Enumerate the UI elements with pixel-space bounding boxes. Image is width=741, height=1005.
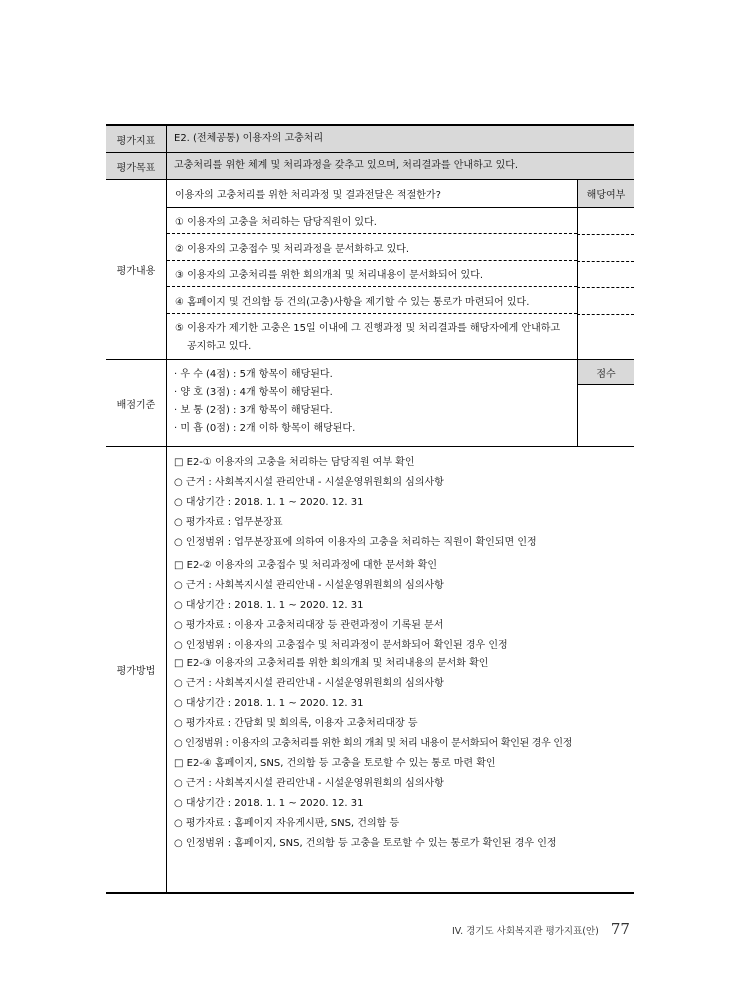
score-header: 점수	[577, 360, 634, 385]
content-item: ② 이용자의 고충접수 및 처리과정을 문서화하고 있다.	[167, 234, 577, 261]
scoring-row	[106, 360, 634, 447]
method-row	[106, 447, 634, 892]
content-question	[167, 180, 634, 208]
goal-label: 평가목표	[106, 153, 167, 179]
method-section-2: □ E2-② 이용자의 고충접수 및 처리과정에 대한 문서화 확인 ○ 근거 : 사회복지시설 관리안내 - 시설운영위원회의 심의사항 ○ 대상기간 : 2018. 1. 1 ~ 2020. 12. 31 ○ 평가자료 : 이용자 고충처리대장 등 관련과정이 기록된 문서 ○ 인정범위 : 이용자의 고충접수 및 처리과정이 문서화되어 확인된 경우 인정	[174, 560, 508, 651]
content-label: 평가내용	[106, 180, 167, 359]
content-question-text: 이용자의 고충처리를 위한 처리과정 및 결과전달은 적절한가?	[175, 190, 441, 201]
page-footer	[452, 920, 630, 938]
page-number: 77	[610, 920, 630, 938]
footer-text: IV. 경기도 사회복지관 평가지표(안)	[452, 926, 599, 937]
goal-value: 고충처리를 위한 체계 및 처리과정을 갖추고 있으며, 처리결과를 안내하고 있다.	[174, 160, 519, 171]
applicable-header: 해당여부	[577, 180, 634, 208]
evaluation-table	[106, 124, 634, 894]
method-label: 평가방법	[106, 447, 167, 892]
content-item: ④ 홈페이지 및 건의함 등 건의(고충)사항을 제기할 수 있는 통로가 마련되어 있다.	[167, 287, 577, 314]
indicator-row	[106, 126, 634, 153]
method-section-4: □ E2-④ 홈페이지, SNS, 건의함 등 고충을 토로할 수 있는 통로 마련 확인 ○ 근거 : 사회복지시설 관리안내 - 시설운영위원회의 심의사항 ○ 대상기간 : 2018. 1. 1 ~ 2020. 12. 31 ○ 평가자료 : 홈페이지 자유게시판, SNS, 건의함 등 ○ 인정범위 : 홈페이지, SNS, 건의함 등 고충을 토로할 수 있는 통로가 확인된 경우 인정	[174, 758, 557, 849]
goal-row	[106, 153, 634, 180]
method-section-3: □ E2-③ 이용자의 고충처리를 위한 회의개최 및 처리내용의 문서화 확인 ○ 근거 : 사회복지시설 관리안내 - 시설운영위원회의 심의사항 ○ 대상기간 : 2018. 1. 1 ~ 2020. 12. 31 ○ 평가자료 : 간담회 및 회의록, 이용자 고충처리대장 등 ○ 인정범위 : 이용자의 고충처리를 위한 회의 개최 및 처리 내용이 문서화되어 확인된 경우 인정	[174, 658, 573, 749]
scoring-criteria: · 우 수 (4점) : 5개 항목이 해당된다. · 양 호 (3점) : 4개 항목이 해당된다. · 보 통 (2점) : 3개 항목이 해당된다. · 미 흡 (0점) : 2개 이하 항목이 해당된다.	[174, 369, 356, 434]
indicator-label: 평가지표	[106, 126, 167, 152]
method-section-1: □ E2-① 이용자의 고충을 처리하는 담당직원 여부 확인 ○ 근거 : 사회복지시설 관리안내 - 시설운영위원회의 심의사항 ○ 대상기간 : 2018. 1. 1 ~ 2020. 12. 31 ○ 평가자료 : 업무분장표 ○ 인정범위 : 업무분장표에 의하여 이용자의 고충을 처리하는 직원이 확인되면 인정	[174, 457, 537, 548]
content-row	[106, 180, 634, 360]
content-item: ③ 이용자의 고충처리를 위한 회의개최 및 처리내용이 문서화되어 있다.	[167, 261, 577, 287]
content-item: ⑤ 이용자가 제기한 고충은 15일 이내에 그 진행과정 및 처리결과를 해당자에게 안내하고 공지하고 있다.	[175, 323, 561, 352]
content-item: ① 이용자의 고충을 처리하는 담당직원이 있다.	[167, 208, 577, 234]
indicator-value: E2. (전체공통) 이용자의 고충처리	[174, 133, 324, 144]
scoring-label: 배점기준	[106, 360, 167, 446]
